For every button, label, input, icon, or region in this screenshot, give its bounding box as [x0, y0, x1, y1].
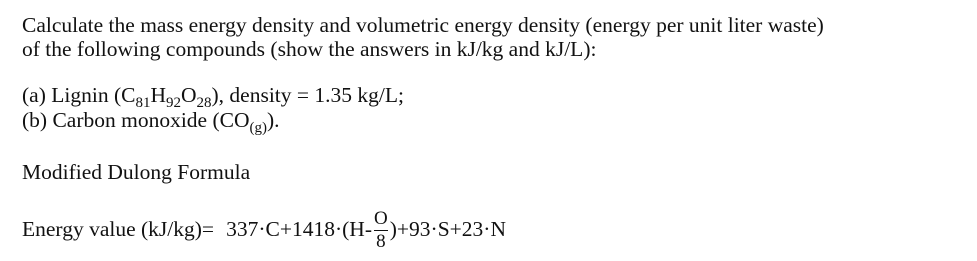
problem-line-1: Calculate the mass energy density and volumetric energy density (energy per unit liter waste) [22, 13, 824, 37]
item-a-sub-c: 81 [135, 95, 151, 111]
formula-equals: = [201, 217, 215, 241]
item-b-sub: (g) [249, 120, 268, 136]
item-a-o: O [180, 83, 197, 107]
fraction-denominator: 8 [376, 230, 386, 252]
formula-term-nitrogen: 23·N [461, 217, 506, 241]
item-a-suffix: ), density = 1.35 kg/L; [211, 83, 404, 107]
dulong-formula [22, 200, 506, 258]
formula-close-paren: ) [389, 217, 397, 241]
formula-fraction [373, 209, 389, 252]
formula-term-sulfur: 93·S [409, 217, 450, 241]
item-b [22, 108, 280, 135]
item-a-prefix: (a) Lignin (C [22, 83, 136, 107]
item-a [22, 83, 404, 110]
item-a-sub-h: 92 [165, 95, 181, 111]
formula-title: Modified Dulong Formula [22, 160, 251, 184]
item-a-h: H [150, 83, 166, 107]
formula-plus-3: + [449, 217, 462, 241]
problem-line-2: of the following compounds (show the answers in kJ/kg and kJ/L): [22, 37, 597, 61]
item-b-prefix: (b) Carbon monoxide (CO [22, 108, 250, 132]
item-b-suffix: ). [267, 108, 280, 132]
item-a-sub-o: 28 [196, 95, 212, 111]
fraction-numerator: O [373, 207, 388, 229]
formula-plus-1: + [279, 217, 292, 241]
formula-lhs: Energy value (kJ/kg) [22, 217, 202, 241]
formula-minus: - [364, 217, 372, 241]
formula-term-carbon: 337·C [226, 217, 280, 241]
formula-term-hydrogen: 1418·(H [291, 217, 365, 241]
formula-plus-2: + [396, 217, 410, 241]
